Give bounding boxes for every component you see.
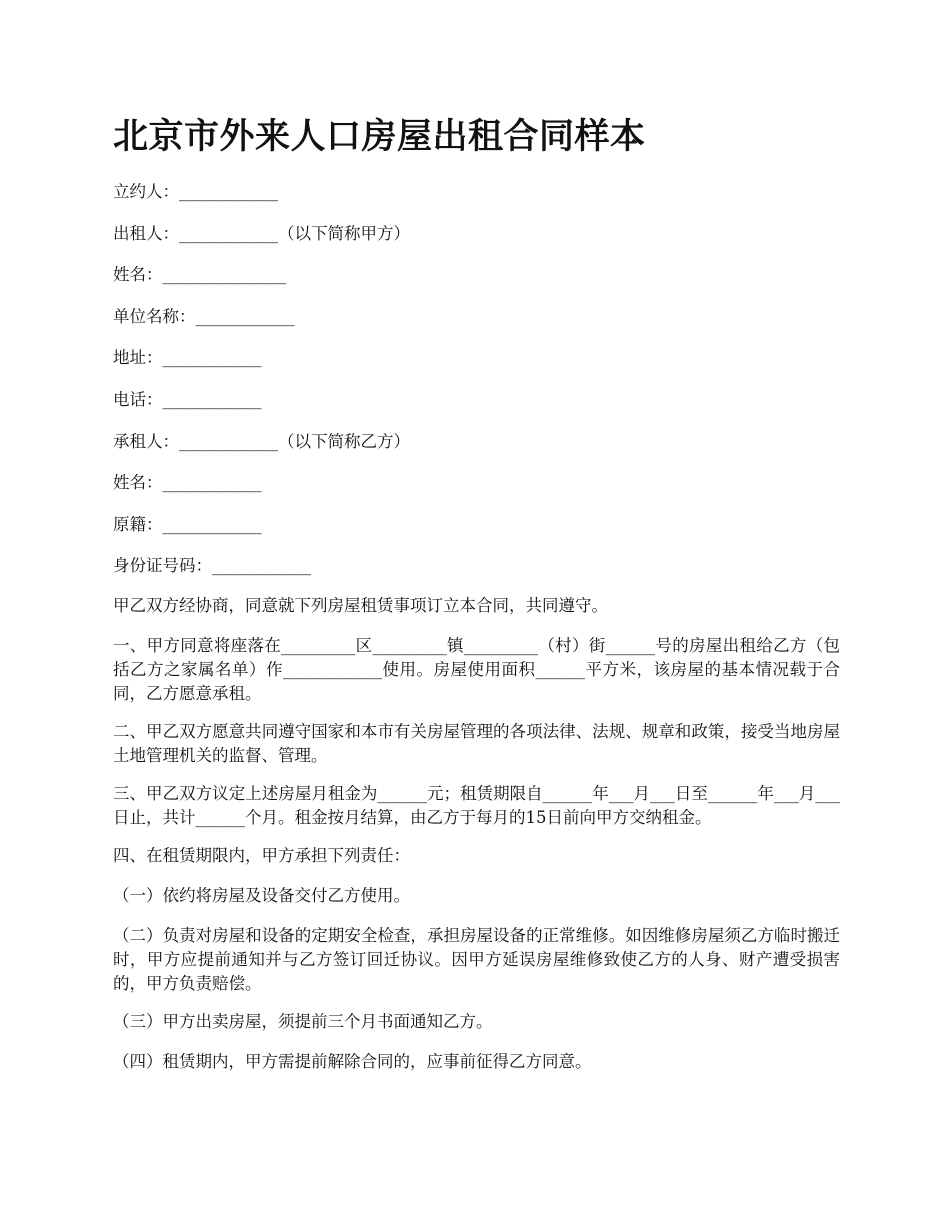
clause-4-item-1: （一）依约将房屋及设备交付乙方使用。: [113, 885, 410, 905]
clause-4-item-4: （四）租赁期内，甲方需提前解除合同的，应事前征得乙方同意。: [113, 1051, 592, 1071]
field-lessor-phone: 电话：____________: [113, 389, 262, 409]
intro-paragraph: 甲乙双方经协商，同意就下列房屋租赁事项订立本合同，共同遵守。: [113, 595, 608, 615]
document-body: [113, 178, 840, 1090]
field-lessor-company: 单位名称：____________: [113, 306, 295, 326]
field-lessor-address: 地址：____________: [113, 348, 262, 368]
field-lessee-origin: 原籍：____________: [113, 514, 262, 534]
clause-4-item-3: （三）甲方出卖房屋，须提前三个月书面通知乙方。: [113, 1011, 493, 1031]
clause-4-item-2: （二）负责对房屋和设备的定期安全检查，承担房屋设备的正常维修。如因维修房屋须乙方临时搬迁时，甲方应提前通知并与乙方签订回迁协议。因甲方延误房屋维修致使乙方的人身、财产遭受损害的，甲方负责赔偿。: [113, 925, 840, 993]
clause-1: 一、甲方同意将座落在_________区_________镇_________（村）街______号的房屋出租给乙方（包括乙方之家属名单）作____________使用。房屋使用面积______平方米，该房屋的基本情况载于合同，乙方愿意承租。: [113, 635, 840, 703]
field-lessee: 承租人：____________（以下简称乙方）: [113, 431, 410, 451]
clause-2: 二、甲乙双方愿意共同遵守国家和本市有关房屋管理的各项法律、法规、规章和政策，接受当地房屋土地管理机关的监督、管理。: [113, 721, 840, 765]
field-party: 立约人：____________: [113, 182, 278, 201]
clause-3: 三、甲乙双方议定上述房屋月租金为______元；租赁期限自______年___月___日至______年___月___日止，共计______个月。租金按月结算，由乙方于每月的15日前向甲方交纳租金。: [113, 783, 840, 827]
field-lessor-name: 姓名：_______________: [113, 265, 287, 285]
clause-4: 四、在租赁期限内，甲方承担下列责任：: [113, 845, 410, 865]
field-lessee-id: 身份证号码：____________: [113, 556, 311, 576]
field-lessee-name: 姓名：____________: [113, 473, 262, 493]
document-title: 北京市外来人口房屋出租合同样本: [113, 116, 646, 157]
field-lessor: 出租人：____________（以下简称甲方）: [113, 223, 410, 243]
